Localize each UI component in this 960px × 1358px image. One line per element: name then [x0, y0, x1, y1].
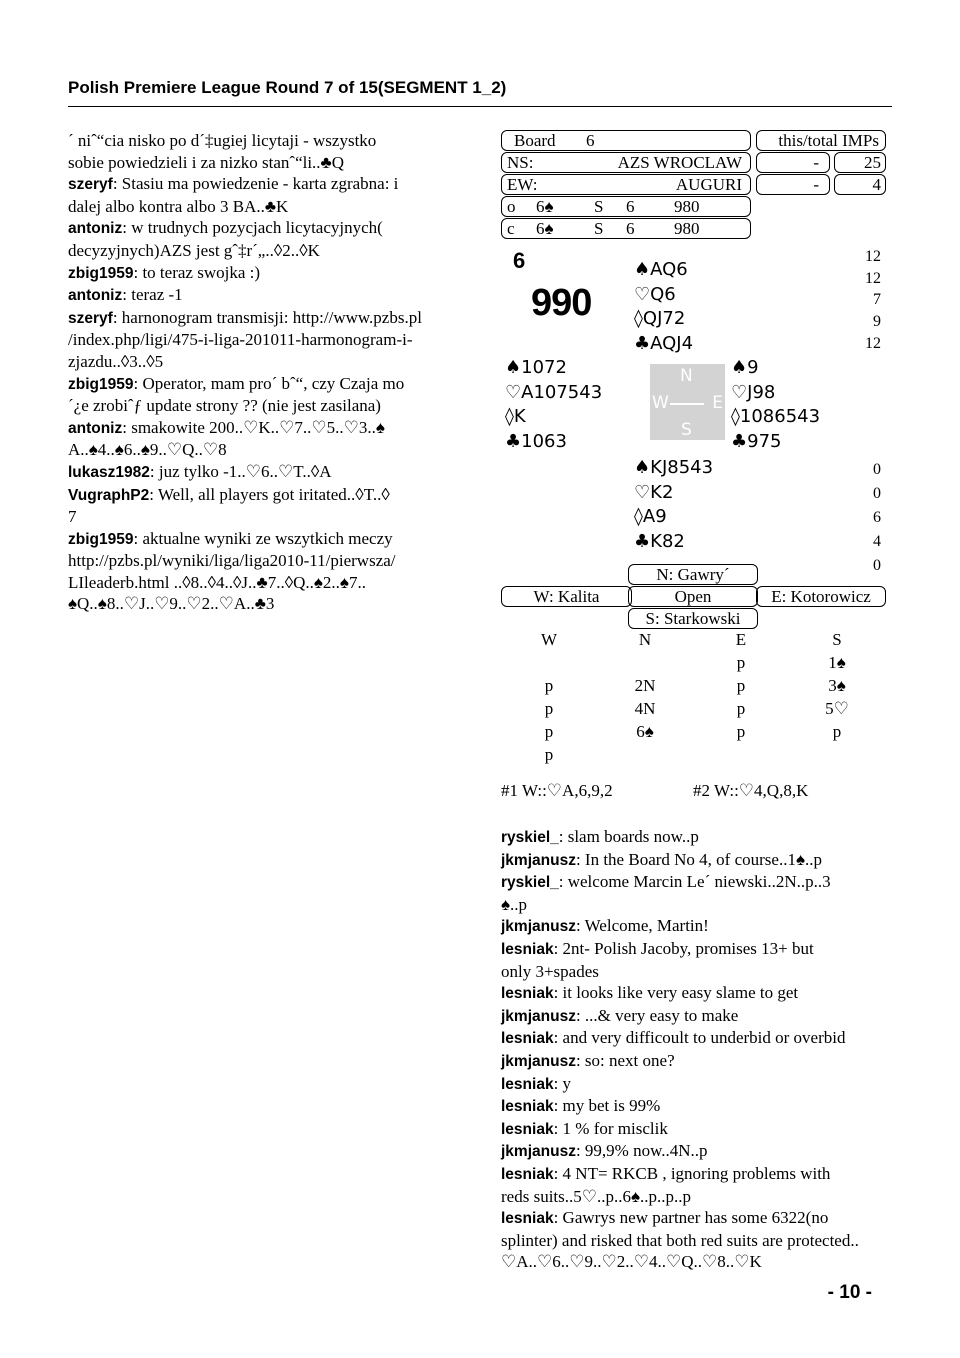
chat-line: [68, 417, 463, 440]
chat-line: [501, 826, 896, 849]
chat-line: [68, 550, 463, 572]
chat-text: ´ niˆ“cia nisko po d´‡ugiej licytaji - wszystko: [68, 131, 377, 150]
chat-line: [68, 152, 463, 174]
chat-log-left: [68, 130, 463, 615]
auction-bid: p: [544, 676, 554, 695]
chat-line: [68, 439, 463, 461]
chat-line: [501, 982, 896, 1005]
ew-total: 4: [872, 175, 881, 194]
room-closed: c: [507, 219, 515, 238]
chat-text: sobie powiedzieli i za nizko stanˆ“li..♣Q: [68, 152, 344, 172]
chat-text: ♠Q..♠8..♡J..♡9..♡2..♡A..♣3: [68, 594, 275, 614]
board-number: 6: [586, 131, 595, 150]
auction-row: [501, 676, 885, 699]
chat-text: : Stasiu ma powiedzenie - karta zgrabna: i: [112, 174, 399, 194]
ew-team-row: [501, 174, 751, 195]
suit-holding: ◊QJ72: [634, 308, 686, 330]
north-trick-counts: [865, 246, 881, 355]
trick-count: 9: [873, 313, 881, 331]
auction-header: [501, 630, 885, 653]
auction-bid: p: [832, 722, 842, 741]
chat-text: dalej albo kontra albo 3 BA..♣K: [68, 196, 289, 216]
trick-count: 6: [873, 509, 881, 526]
ns-imps: -: [813, 153, 819, 172]
chat-line: [501, 871, 896, 894]
ew-team: AUGURI: [675, 175, 742, 194]
chat-text: : Welcome, Martin!: [575, 916, 709, 936]
suit-holding: ♡A107543: [505, 381, 603, 403]
deal-score: 990: [531, 282, 592, 324]
chat-nick: jkmjanusz: [501, 918, 576, 936]
player-north: N: Gawry´: [656, 565, 730, 584]
ns-total-box: [834, 152, 886, 173]
chat-nick: lesniak: [501, 1075, 554, 1093]
chat-text: decyzyjnych)AZS jest gˆ‡r´„..◊2..◊K: [68, 240, 320, 260]
suit-holding: ♣AQJ4: [634, 332, 694, 354]
ew-imps: -: [813, 175, 819, 194]
chat-nick: zbig1959: [68, 264, 134, 282]
chat-nick: lesniak: [501, 1210, 554, 1228]
auction-seat: W: [540, 630, 558, 649]
chat-text: : aktualne wyniki ze wszytkich meczy: [133, 528, 393, 548]
chat-line: [501, 938, 896, 961]
chat-text: : to teraz swojka :): [133, 262, 260, 282]
auction-bid: 3♠: [828, 676, 846, 695]
player-west: W: Kalita: [533, 587, 600, 606]
chat-line: [501, 1163, 896, 1186]
trick-count: 7: [873, 291, 881, 309]
chat-text: : y: [553, 1073, 572, 1093]
trick-count: 12: [865, 334, 881, 352]
chat-text: ♠..p: [501, 894, 528, 914]
chat-text: : 99,9% now..4N..p: [575, 1141, 708, 1161]
suit-holding: ♠9: [731, 357, 759, 378]
tricks-closed: 6: [626, 219, 635, 238]
chat-nick: antoniz: [68, 220, 123, 238]
auction-bid: 5♡: [825, 699, 849, 718]
chat-line: [68, 262, 463, 285]
chat-line: [501, 1186, 896, 1208]
chat-nick: lesniak: [501, 940, 554, 958]
chat-text: : juz tylko -1..♡6..♡T..◊A: [149, 461, 332, 481]
chat-text: : Well, all players got iritated..◊T..◊: [149, 484, 390, 504]
board-label: Board: [514, 131, 556, 150]
chat-text: LIleaderb.html ..◊8..◊4..◊J..♣7..◊Q..♠2..♠7..: [68, 572, 366, 592]
chat-text: ♡A..♡6..♡9..♡2..♡4..♡Q..♡8..♡K: [501, 1252, 762, 1272]
auction-bid: p: [736, 722, 746, 741]
chat-nick: lesniak: [501, 1120, 554, 1138]
trick-count: 4: [873, 533, 881, 550]
ns-team-row: [501, 152, 751, 173]
chat-line: [68, 373, 463, 396]
chat-nick: antoniz: [68, 419, 123, 437]
chat-line: [68, 217, 463, 240]
lead-second: #2 W::♡4,Q,8,K: [693, 781, 809, 800]
chat-line: [501, 849, 896, 872]
compass: [650, 364, 725, 440]
chat-line: [501, 1230, 896, 1252]
chat-line: [501, 1050, 896, 1073]
chat-text: : smakowite 200..♡K..♡7..♡5..♡3..♠: [122, 417, 385, 437]
board-row: [501, 130, 751, 151]
chat-nick: lesniak: [501, 1165, 554, 1183]
trick-count: 12: [865, 269, 881, 287]
chat-text: ´¿e zrobiˆƒ update strony ?? (nie jest zasilana): [68, 396, 381, 416]
chat-text: : w trudnych pozycjach licytacyjnych(: [122, 218, 383, 238]
auction-row: [501, 745, 885, 768]
player-south-box: [628, 608, 758, 629]
ns-label: NS:: [507, 153, 534, 172]
chat-line: [68, 351, 463, 373]
imps-header: [756, 130, 886, 151]
chat-text: : 1 % for misclik: [553, 1118, 668, 1138]
trick-count: 12: [865, 248, 881, 265]
hand-north: [634, 258, 693, 356]
chat-nick: ryskiel_: [501, 874, 559, 892]
chat-text: : slam boards now..p: [558, 827, 699, 846]
declarer-closed: S: [594, 219, 604, 238]
score-closed: 980: [674, 219, 700, 238]
chat-text: : ...& very easy to make: [575, 1005, 739, 1025]
room-box: [628, 586, 758, 607]
player-east-box: [756, 586, 886, 607]
auction-bid: 1♠: [828, 653, 846, 672]
closed-room-result: [501, 218, 751, 239]
chat-nick: szeryf: [68, 309, 113, 327]
chat-line: [68, 593, 463, 615]
auction-bid: 2N: [634, 676, 656, 695]
auction-bid: p: [736, 676, 746, 695]
chat-nick: jkmjanusz: [501, 851, 576, 869]
chat-log-right: [501, 826, 896, 1273]
page-title: Polish Premiere League Round 7 of 15(SEGMENT 1_2): [68, 78, 507, 97]
page-number: - 10 -: [827, 1282, 872, 1303]
chat-line: [68, 173, 463, 196]
chat-text: zjazdu..◊3..◊5: [68, 351, 164, 371]
chat-line: [68, 130, 463, 152]
chat-line: [501, 1005, 896, 1028]
auction-bid: p: [544, 722, 554, 741]
auction-bid: p: [544, 745, 554, 764]
chat-line: [68, 484, 463, 507]
trick-count: 0: [873, 461, 881, 478]
auction-bid: p: [736, 699, 746, 718]
chat-line: [68, 329, 463, 351]
contract-open: 6♠: [536, 197, 554, 216]
chat-nick: jkmjanusz: [501, 1052, 576, 1070]
south-trick-counts: [873, 458, 881, 578]
chat-line: [68, 506, 463, 528]
suit-holding: ♣K82: [634, 530, 685, 552]
chat-text: : and very difficoult to underbid or overbid: [553, 1028, 846, 1048]
chat-text: only 3+spades: [501, 961, 599, 981]
chat-text: splinter) and risked that both red suits are protected..: [501, 1230, 859, 1250]
auction-row: [501, 653, 885, 676]
chat-text: : Gawrys new partner has some 6322(no: [553, 1208, 829, 1228]
chat-line: [501, 894, 896, 916]
chat-nick: lesniak: [501, 1098, 554, 1116]
chat-line: [501, 1140, 896, 1163]
tricks-open: 6: [626, 197, 635, 216]
chat-nick: szeryf: [68, 176, 113, 194]
ew-total-box: [834, 174, 886, 195]
chat-text: : harnonogram transmisji: http://www.pzbs.pl: [112, 307, 422, 327]
suit-holding: ♣975: [731, 430, 782, 452]
compass-west: W: [652, 393, 669, 413]
suit-holding: ♠AQ6: [634, 259, 688, 280]
compass-north: N: [680, 366, 693, 386]
contract-closed: 6♠: [536, 219, 554, 238]
chat-text: A..♠4..♠6..♠9..♡Q..♡8: [68, 440, 227, 460]
deal-board-number: 6: [513, 248, 526, 273]
auction-row: [501, 699, 885, 722]
chat-line: [68, 240, 463, 262]
suit-holding: ♠KJ8543: [634, 457, 714, 478]
chat-nick: zbig1959: [68, 375, 134, 393]
chat-line: [68, 395, 463, 417]
chat-text: : Operator, mam pro´ bˆ“, czy Czaja mo: [133, 373, 405, 393]
chat-line: [501, 1118, 896, 1141]
lead-first: #1 W::♡A,6,9,2: [501, 781, 613, 800]
suit-holding: ♣1063: [505, 430, 567, 452]
chat-nick: ryskiel_: [501, 829, 559, 846]
chat-nick: antoniz: [68, 287, 123, 305]
hand-south: [634, 456, 713, 554]
chat-nick: zbig1959: [68, 530, 134, 548]
room-label: Open: [674, 587, 712, 606]
chat-text: reds suits..5♡..p..6♠..p..p..p: [501, 1186, 692, 1206]
player-west-box: [501, 586, 632, 607]
chat-line: [501, 961, 896, 983]
chat-line: [68, 528, 463, 551]
open-room-result: [501, 196, 751, 217]
chat-text: : welcome Marcin Le´ niewski..2N..p..3: [558, 872, 831, 892]
imps-label: this/total IMPs: [778, 131, 879, 150]
chat-text: : it looks like very easy slame to get: [553, 983, 799, 1003]
chat-line: [501, 1027, 896, 1050]
compass-line: [670, 403, 704, 405]
chat-text: : my bet is 99%: [553, 1096, 661, 1116]
room-open: o: [507, 197, 516, 216]
hand-east: [731, 356, 820, 454]
ew-imps-box: [756, 174, 830, 195]
player-east: E: Kotorowicz: [771, 587, 871, 606]
trick-count: 0: [873, 557, 881, 574]
chat-text: : 2nt- Polish Jacoby, promises 13+ but: [553, 938, 814, 958]
ew-label: EW:: [507, 175, 538, 194]
deal-diagram: [501, 244, 885, 574]
auction-table: [501, 630, 885, 768]
ns-imps-box: [756, 152, 830, 173]
chat-line: [501, 1251, 896, 1273]
suit-holding: ◊A9: [634, 506, 667, 528]
player-north-box: [628, 564, 758, 585]
trick-count: 0: [873, 485, 881, 502]
compass-east: E: [712, 393, 723, 413]
chat-nick: lukasz1982: [68, 463, 150, 481]
chat-line: [68, 196, 463, 218]
auction-bid: 6♠: [636, 722, 654, 741]
chat-text: http://pzbs.pl/wyniki/liga/liga2010-11/pierwsza/: [68, 551, 396, 571]
chat-line: [68, 284, 463, 307]
chat-line: [68, 461, 463, 484]
chat-line: [501, 1095, 896, 1118]
suit-holding: ◊1086543: [731, 406, 821, 428]
ns-team: AZS WROCLAW: [617, 153, 742, 172]
ns-total: 25: [864, 153, 881, 172]
suit-holding: ◊K: [505, 406, 526, 428]
chat-text: : In the Board No 4, of course..1♠..p: [575, 849, 822, 869]
chat-nick: jkmjanusz: [501, 1007, 576, 1025]
suit-holding: ♡J98: [731, 381, 776, 403]
chat-nick: jkmjanusz: [501, 1143, 576, 1161]
declarer-open: S: [594, 197, 604, 216]
auction-seat: S: [832, 630, 842, 649]
suit-holding: ♡K2: [634, 481, 674, 503]
chat-text: 7: [68, 507, 77, 527]
compass-south: S: [681, 420, 692, 440]
chat-nick: lesniak: [501, 985, 554, 1003]
auction-bid: 4N: [634, 699, 656, 718]
chat-line: [501, 915, 896, 938]
player-south: S: Starkowski: [645, 609, 741, 628]
auction-row: [501, 722, 885, 745]
chat-nick: VugraphP2: [68, 486, 150, 504]
auction-bid: p: [544, 699, 554, 718]
suit-holding: ♡Q6: [634, 283, 676, 305]
chat-line: [501, 1073, 896, 1096]
title-divider: [68, 106, 892, 107]
chat-text: /index.php/ligi/475-i-liga-201011-harmonogram-i-: [68, 330, 413, 350]
auction-seat: E: [735, 630, 747, 649]
hand-west: [505, 356, 602, 454]
chat-line: [68, 307, 463, 330]
auction-bid: p: [736, 653, 746, 672]
chat-text: : 4 NT= RKCB , ignoring problems with: [553, 1163, 831, 1183]
score-open: 980: [674, 197, 700, 216]
chat-line: [501, 1207, 896, 1230]
chat-line: [68, 572, 463, 594]
chat-text: : teraz -1: [122, 285, 183, 305]
chat-nick: lesniak: [501, 1030, 554, 1048]
suit-holding: ♠1072: [505, 357, 567, 378]
auction-seat: N: [638, 630, 652, 649]
chat-text: : so: next one?: [575, 1050, 675, 1070]
